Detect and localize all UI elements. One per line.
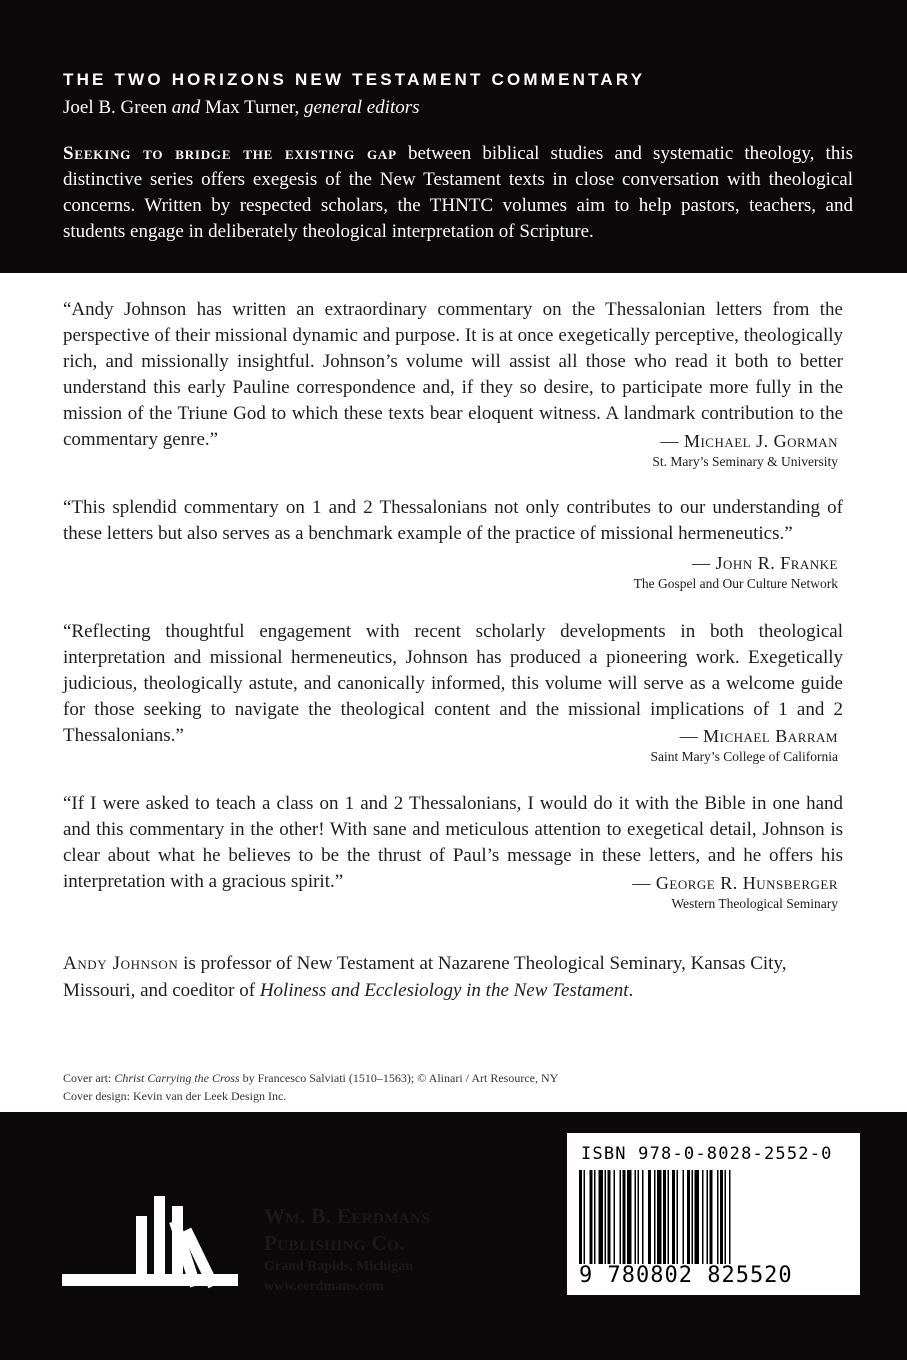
barcode-bar <box>707 1170 709 1264</box>
author-bio-end: . <box>628 980 634 1001</box>
endorsement-author: — John R. Franke <box>692 553 838 573</box>
series-editors <box>63 97 420 119</box>
author-book-title: Holiness and Ecclesiology in the New Testament <box>259 980 629 1001</box>
barcode-bar <box>642 1170 644 1264</box>
barcode-bar <box>594 1170 596 1264</box>
barcode-bar <box>627 1170 632 1264</box>
barcode-bar <box>599 1170 604 1264</box>
isbn-barcode-box <box>567 1133 860 1295</box>
endorsement-affiliation: St. Mary’s Seminary & University <box>652 454 838 469</box>
eerdmans-books-logo-icon <box>60 1188 240 1298</box>
endorsement-affiliation: The Gospel and Our Culture Network <box>633 576 838 591</box>
publisher-location <box>264 1257 413 1297</box>
series-description <box>63 141 853 245</box>
barcode-bar <box>725 1170 727 1264</box>
cover-art-rest: by Francesco Salviati (1510–1563); © Alinari / Art Resource, NY <box>239 1071 559 1085</box>
barcode-bar <box>695 1170 700 1264</box>
barcode-bar <box>692 1170 694 1264</box>
barcode-bar <box>654 1170 656 1264</box>
barcode-digits: 9 780802 825520 <box>579 1263 793 1288</box>
barcode-bar <box>687 1170 690 1264</box>
isbn-number: ISBN 978-0-8028-2552-0 <box>581 1144 833 1164</box>
series-header-band <box>0 0 907 273</box>
endorsement-author: — George R. Hunsberger <box>632 873 838 893</box>
editors-conjunction: and <box>171 97 201 118</box>
cover-art-prefix: Cover art: <box>63 1071 115 1085</box>
cover-design-credit: Cover design: Kevin van der Leek Design Inc. <box>63 1089 287 1103</box>
publisher-name-line2: Publishing Co. <box>264 1231 405 1255</box>
barcode-bar <box>720 1170 723 1264</box>
endorsement-affiliation: Saint Mary’s College of California <box>650 749 838 764</box>
barcode-bar <box>677 1170 679 1264</box>
endorsement-text: “If I were asked to teach a class on 1 and 2 Thessalonians, I would do it with the Bible in one hand and this commentary in the other! With sane and meticulous attention to exegetical detail, Johnson is clear about what he believes to be the thrust of Paul’s message in these letters, and he offers his interpretation with a gracious spirit.” <box>63 793 843 892</box>
series-description-body: between biblical studies and systematic theology, this distinctive series offers exegesis of the New Testament texts in close conversation with theological concerns. Written by respected scholars, the THNTC volumes aim to help pastors, teachers, and students engage in deliberately theological interpretation of Scripture. <box>63 143 854 242</box>
publisher-name <box>264 1203 430 1257</box>
barcode-bar <box>608 1170 611 1264</box>
barcode-bar <box>590 1170 593 1264</box>
publisher-city: Grand Rapids, Michigan <box>264 1259 413 1274</box>
barcode-bar <box>638 1170 640 1264</box>
barcode-bar <box>584 1170 586 1264</box>
cover-credits <box>63 1069 558 1105</box>
series-title: THE TWO HORIZONS NEW TESTAMENT COMMENTARY <box>63 70 646 89</box>
publisher-name-line1: Wm. B. Eerdmans <box>264 1204 431 1228</box>
barcode-bar <box>605 1170 607 1264</box>
author-bio <box>63 950 853 1004</box>
barcode-bar <box>710 1170 713 1264</box>
publisher-url: www.eerdmans.com <box>264 1279 384 1294</box>
barcode-bar <box>635 1170 637 1264</box>
barcode-bar <box>623 1170 626 1264</box>
barcode-bar <box>683 1170 685 1264</box>
cover-art-title: Christ Carrying the Cross <box>114 1071 240 1085</box>
barcode-bar <box>672 1170 675 1264</box>
barcode-bar <box>717 1170 719 1264</box>
endorsement-quote <box>63 495 843 547</box>
endorsement-text: “This splendid commentary on 1 and 2 Thessalonians not only contributes to our understanding of these letters but also serves as a benchmark example of the practice of missional hermeneutics.” <box>63 497 843 544</box>
author-bio-text: is professor of New Testament at Nazarene Theological Seminary, Kansas City, Missouri, and coeditor of <box>63 953 787 1001</box>
endorsement-author: — Michael J. Gorman <box>660 431 838 451</box>
endorsement-author: — Michael Barram <box>679 726 838 746</box>
editor-green: Joel B. Green <box>63 97 167 118</box>
endorsement-text: “Reflecting thoughtful engagement with recent scholarly developments in both theological interpretation and missional hermeneutics, Johnson has produced a pioneering work. Exegetically judicious, theologically astute, and canonically informed, this volume will serve as a welcome guide for those seeking to navigate the theological content and the missional implications of 1 and 2 Thessalonians.” <box>63 621 843 746</box>
editors-role: general editors <box>303 97 420 118</box>
barcode-bar <box>668 1170 670 1264</box>
editor-turner: Max Turner, <box>204 97 300 118</box>
cover-art-credit <box>63 1069 558 1087</box>
endorsement-text: “Andy Johnson has written an extraordinary commentary on the Thessalonian letters from the perspective of their missional dynamic and purpose. It is at once exegetically perceptive, theologically rich, and missionally insightful. Johnson’s volume will assist all those who read it both to better understand this early Pauline correspondence and, if they so desire, to participate more fully in the mission of the Triune God to which these texts bear eloquent witness. A landmark contribution to the commentary genre.” <box>63 299 843 450</box>
series-description-lead: Seeking to bridge the existing gap <box>63 143 397 164</box>
barcode-bar <box>657 1170 662 1264</box>
barcode-bar <box>614 1170 616 1264</box>
author-name: Andy Johnson <box>63 953 179 974</box>
endorsement-affiliation: Western Theological Seminary <box>671 896 838 911</box>
barcode-bar <box>648 1170 651 1264</box>
barcode-bar <box>663 1170 666 1264</box>
barcode-bar <box>702 1170 704 1264</box>
barcode-bar <box>729 1170 731 1264</box>
barcode-bar <box>620 1170 622 1264</box>
barcode-bar <box>579 1170 582 1264</box>
barcode-icon <box>579 1170 845 1264</box>
endorsement-quote <box>63 297 843 453</box>
